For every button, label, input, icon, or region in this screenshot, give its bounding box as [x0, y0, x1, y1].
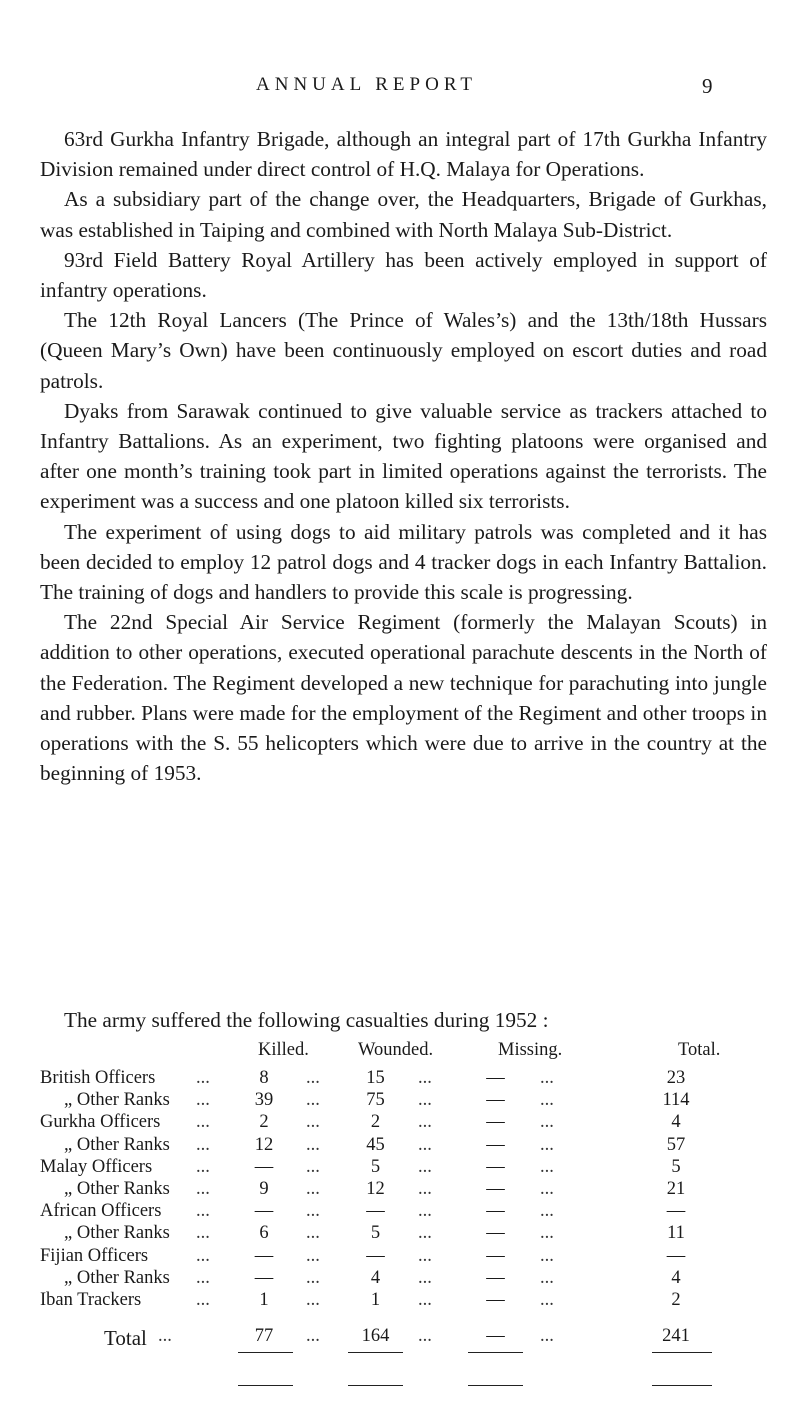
leader-dots: ... [306, 1289, 320, 1310]
total-value: 21 [666, 1178, 686, 1199]
total-value: 114 [662, 1090, 690, 1111]
leader-dots: ... [306, 1134, 320, 1155]
table-row [40, 1290, 780, 1312]
missing-value: — [486, 1223, 505, 1244]
leader-dots: ... [540, 1156, 554, 1177]
leader-dots: ... [418, 1223, 432, 1244]
leader-dots: ... [540, 1201, 554, 1222]
leader-dots: ... [196, 1068, 210, 1088]
leader-dots: ... [540, 1112, 554, 1133]
wounded-value: 75 [366, 1090, 385, 1111]
leader-dots: ... [540, 1090, 554, 1111]
leader-dots: ... [418, 1201, 432, 1222]
killed-value: — [254, 1201, 274, 1222]
leader-dots: ... [540, 1289, 554, 1310]
leader-dots: ... [196, 1156, 210, 1177]
column-header-wounded: Wounded. [358, 1040, 434, 1060]
total-value: 4 [671, 1112, 681, 1133]
leader-dots: ... [196, 1134, 210, 1155]
wounded-value: 5 [370, 1223, 381, 1244]
row-label: Iban Trackers [40, 1289, 142, 1310]
killed-value: 77 [254, 1326, 274, 1347]
leader-dots: ... [158, 1326, 172, 1347]
leader-dots: ... [418, 1068, 432, 1088]
leader-dots: ... [196, 1201, 210, 1222]
leader-dots: ... [418, 1289, 432, 1310]
total-value: 23 [666, 1068, 686, 1088]
row-label: „ Other Ranks [64, 1223, 170, 1244]
row-label: „ Other Ranks [64, 1134, 170, 1155]
total-rule-bottom-killed [238, 1385, 293, 1386]
leader-dots: ... [540, 1178, 554, 1199]
total-rule-bottom-missing [468, 1385, 523, 1386]
paragraph: As a subsidiary part of the change over, the Headquarters, Brigade of Gurkhas, was established in Taiping and combined with North Malaya Sub-District. [40, 187, 767, 242]
row-label: Malay Officers [40, 1156, 153, 1177]
total-rule-top-total [652, 1352, 712, 1353]
leader-dots: ... [418, 1267, 432, 1288]
leader-dots: ... [306, 1201, 320, 1222]
paragraph: 93rd Field Battery Royal Artillery has been actively employed in support of infantry operations. [40, 247, 767, 303]
killed-value: — [254, 1245, 274, 1266]
missing-value: — [486, 1178, 505, 1199]
total-rule-bottom-total [652, 1385, 712, 1386]
leader-dots: ... [418, 1112, 432, 1133]
killed-value: 6 [259, 1223, 269, 1244]
table-row [40, 1246, 780, 1268]
row-label: „ Other Ranks [64, 1267, 170, 1288]
table-body [40, 1068, 780, 1356]
killed-value: 9 [259, 1178, 269, 1199]
leader-dots: ... [418, 1326, 432, 1347]
wounded-value: — [366, 1245, 385, 1266]
table-row [40, 1157, 780, 1179]
table-header-row [40, 1040, 780, 1068]
total-rule-top-killed [238, 1352, 293, 1353]
leader-dots: ... [306, 1090, 320, 1111]
leader-dots: ... [196, 1223, 210, 1244]
table-row [40, 1068, 780, 1090]
table-row [40, 1268, 780, 1290]
missing-value: — [486, 1068, 505, 1088]
table-row [40, 1135, 780, 1157]
leader-dots: ... [418, 1178, 432, 1199]
paragraph: Dyaks from Sarawak continued to give valuable service as trackers attached to Infantry Battalions. As an experiment, two fighting platoons were organised and after one month’s training took part in limited operations against the terrorists. The experiment was a success and one platoon killed six terrorists. [40, 398, 767, 514]
leader-dots: ... [196, 1112, 210, 1133]
killed-value: 8 [259, 1068, 269, 1088]
leader-dots: ... [306, 1223, 320, 1244]
table-row [40, 1223, 780, 1245]
missing-value: — [486, 1112, 505, 1133]
total-value: 57 [666, 1134, 686, 1155]
page-header [0, 74, 800, 104]
row-label: „ Other Ranks [64, 1178, 170, 1199]
missing-value: — [486, 1156, 505, 1177]
leader-dots: ... [306, 1112, 320, 1133]
total-value: — [666, 1245, 686, 1266]
missing-value: — [486, 1090, 505, 1111]
wounded-value: 1 [370, 1289, 381, 1310]
row-label: „ Other Ranks [64, 1090, 170, 1111]
wounded-value: 45 [366, 1134, 385, 1155]
wounded-value: 5 [370, 1156, 381, 1177]
running-title: ANNUAL REPORT [256, 74, 477, 95]
leader-dots: ... [540, 1134, 554, 1155]
row-label: Total [104, 1326, 147, 1351]
column-header-killed: Killed. [258, 1040, 309, 1060]
wounded-value: 12 [366, 1178, 385, 1199]
wounded-value: 164 [361, 1326, 390, 1347]
wounded-value: 15 [366, 1068, 385, 1088]
leader-dots: ... [540, 1068, 554, 1088]
total-rule-top-wounded [348, 1352, 403, 1353]
leader-dots: ... [306, 1068, 320, 1088]
table-row [40, 1179, 780, 1201]
leader-dots: ... [418, 1156, 432, 1177]
total-rule-top-missing [468, 1352, 523, 1353]
leader-dots: ... [196, 1245, 210, 1266]
column-header-missing: Missing. [498, 1040, 563, 1060]
leader-dots: ... [418, 1245, 432, 1266]
leader-dots: ... [540, 1245, 554, 1266]
total-value: 5 [671, 1156, 681, 1177]
casualties-table [40, 1040, 780, 1356]
missing-value: — [486, 1289, 505, 1310]
page-number: 9 [702, 74, 713, 98]
table-row [40, 1201, 780, 1223]
leader-dots: ... [196, 1289, 210, 1310]
killed-value: 12 [254, 1134, 274, 1155]
leader-dots: ... [306, 1267, 320, 1288]
killed-value: 39 [254, 1090, 274, 1111]
wounded-value: — [366, 1201, 385, 1222]
paragraph: The experiment of using dogs to aid military patrols was completed and it has been decided to employ 12 patrol dogs and 4 tracker dogs in each Infantry Battalion. The training of dogs and handlers to provide this scale is progressing. [40, 519, 767, 605]
table-intro: The army suffered the following casualties during 1952 : [64, 1008, 549, 1032]
leader-dots: ... [418, 1090, 432, 1111]
row-label: Gurkha Officers [40, 1112, 161, 1133]
leader-dots: ... [196, 1090, 210, 1111]
leader-dots: ... [540, 1267, 554, 1288]
missing-value: — [486, 1267, 505, 1288]
total-value: 11 [667, 1223, 685, 1244]
leader-dots: ... [306, 1178, 320, 1199]
leader-dots: ... [306, 1245, 320, 1266]
total-value: 4 [671, 1267, 681, 1288]
missing-value: — [486, 1245, 505, 1266]
leader-dots: ... [540, 1223, 554, 1244]
leader-dots: ... [418, 1134, 432, 1155]
killed-value: — [254, 1156, 274, 1177]
paragraph: The 22nd Special Air Service Regiment (formerly the Malayan Scouts) in addition to other operations, executed operational parachute descents in the North of the Federation. The Regiment developed a new technique for parachuting into jungle and rubber. Plans were made for the employment of the Regiment and other troops in operations with the S. 55 helicopters which were due to arrive in the country at the beginning of 1953. [40, 610, 767, 786]
table-row [40, 1090, 780, 1112]
leader-dots: ... [196, 1178, 210, 1199]
leader-dots: ... [196, 1267, 210, 1288]
total-value: 241 [662, 1326, 690, 1347]
missing-value: — [486, 1201, 505, 1222]
leader-dots: ... [306, 1326, 320, 1347]
row-label: African Officers [40, 1201, 162, 1222]
paragraph: The 12th Royal Lancers (The Prince of Wales’s) and the 13th/18th Hussars (Queen Mary’s Own) have been continuously employed on escort duties and road patrols. [40, 308, 767, 393]
table-row [40, 1112, 780, 1134]
total-rule-bottom-wounded [348, 1385, 403, 1386]
killed-value: 1 [259, 1289, 269, 1310]
total-value: — [666, 1201, 686, 1222]
wounded-value: 2 [370, 1112, 381, 1133]
row-label: British Officers [40, 1068, 156, 1088]
missing-value: — [486, 1326, 505, 1347]
paragraph: 63rd Gurkha Infantry Brigade, although an integral part of 17th Gurkha Infantry Division remained under direct control of H.Q. Malaya for Operations. [40, 127, 767, 182]
total-value: 2 [671, 1289, 681, 1310]
killed-value: 2 [259, 1112, 269, 1133]
row-label: Fijian Officers [40, 1245, 149, 1266]
killed-value: — [254, 1267, 274, 1288]
leader-dots: ... [540, 1326, 554, 1347]
leader-dots: ... [306, 1156, 320, 1177]
body-text [40, 124, 767, 788]
wounded-value: 4 [370, 1267, 381, 1288]
missing-value: — [486, 1134, 505, 1155]
column-header-total: Total. [678, 1040, 721, 1060]
